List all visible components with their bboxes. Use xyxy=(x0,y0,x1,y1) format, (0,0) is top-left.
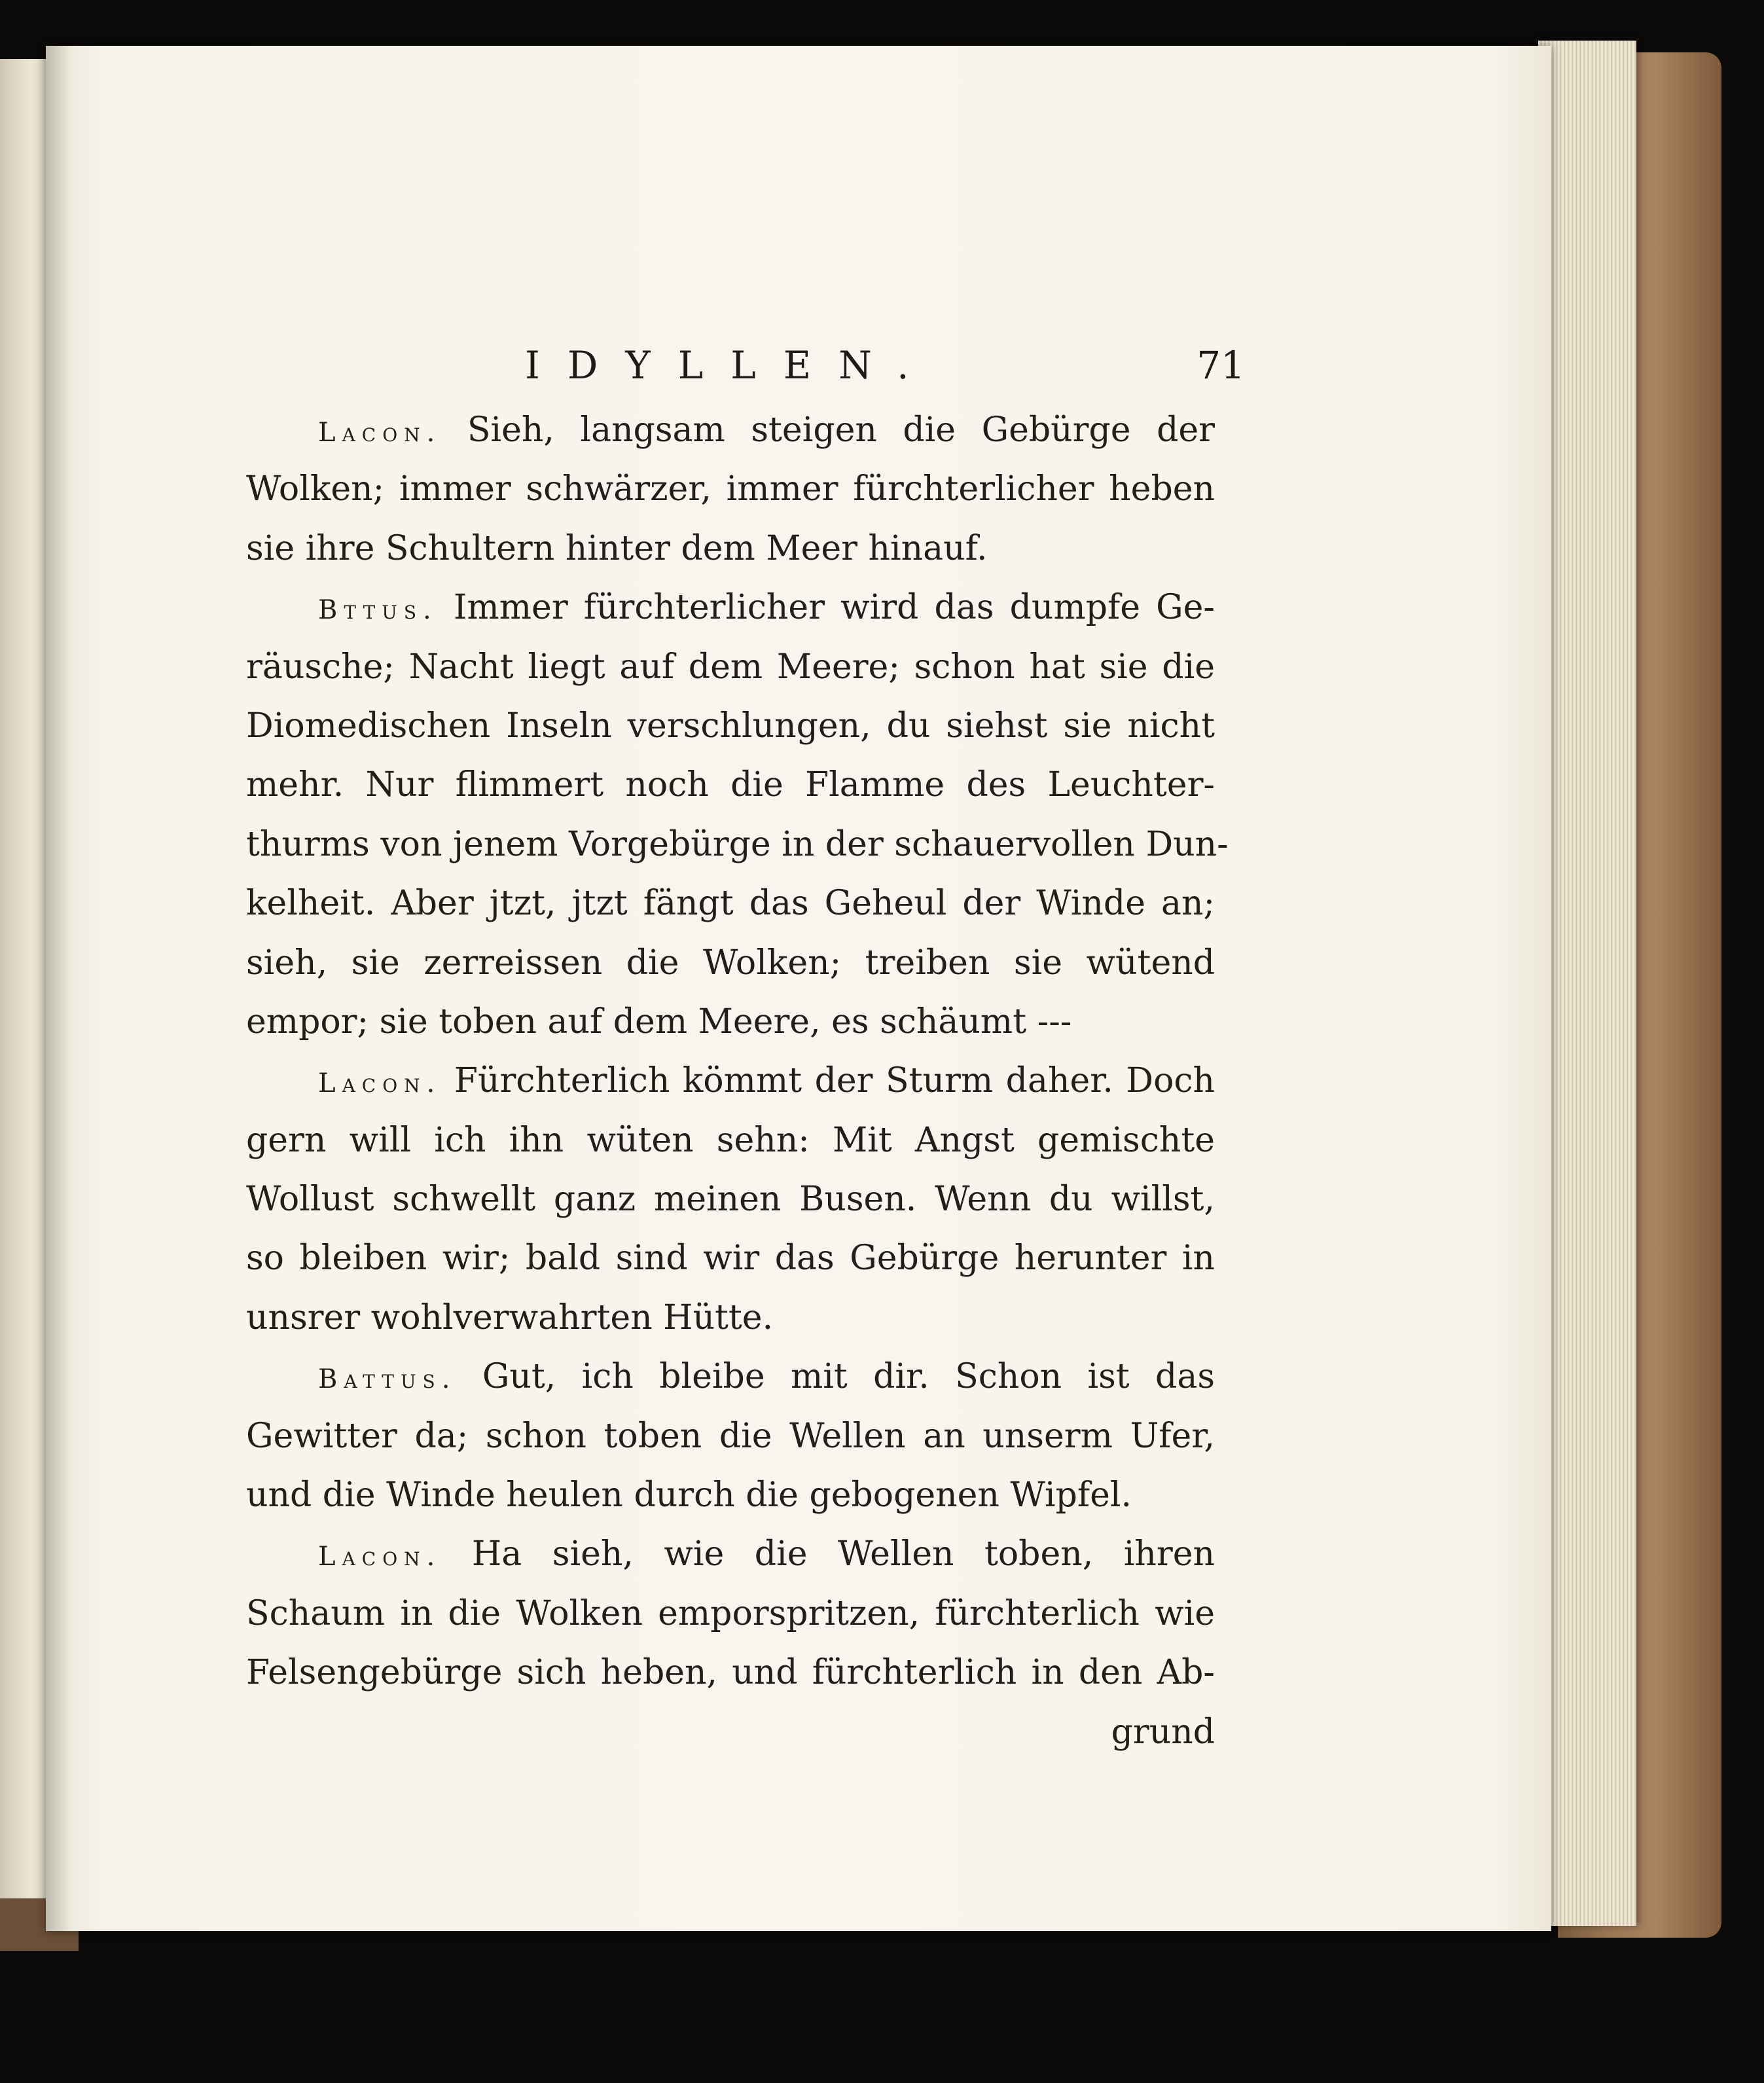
line-text: räusche; Nacht liegt auf dem Meere; schon hat sie die xyxy=(246,647,1215,687)
facing-page-edge xyxy=(0,59,51,1931)
line-text: Immer fürchterlicher wird das dumpfe Ge- xyxy=(453,588,1215,628)
page-gutter-shadow xyxy=(46,46,72,1931)
line-text: gern will ich ihn wüten sehn: Mit Angst gemischte xyxy=(246,1120,1215,1160)
line-text: kelheit. Aber jtzt, jtzt fängt das Geheul der Winde an; xyxy=(246,884,1215,924)
line-text: Ha sieh, wie die Wellen toben, ihren xyxy=(471,1534,1215,1574)
text-line xyxy=(246,1170,1215,1229)
line-text: unsrer wohlverwahrten Hütte. xyxy=(246,1297,774,1337)
line-text: Felsengebürge sich heben, und fürchterlich in den Ab- xyxy=(246,1653,1215,1693)
line-text: und die Winde heulen durch die gebogenen Wipfel. xyxy=(246,1476,1132,1515)
line-text: sie ihre Schultern hinter dem Meer hinauf. xyxy=(246,528,988,568)
line-text: Gut, ich bleibe mit dir. Schon ist das xyxy=(482,1357,1215,1397)
catchword: grund xyxy=(1111,1712,1215,1752)
text-line xyxy=(246,1643,1215,1702)
text-line xyxy=(246,1347,1215,1406)
page-edges xyxy=(1538,41,1636,1926)
text-line xyxy=(246,1051,1215,1110)
line-text: Fürchterlich kömmt der Sturm daher. Doch xyxy=(454,1061,1215,1101)
text-line xyxy=(246,755,1215,814)
line-text: Schaum in die Wolken emporspritzen, fürchterlich wie xyxy=(246,1593,1215,1633)
text-line xyxy=(246,638,1215,697)
text-line xyxy=(246,1288,1215,1347)
line-text: Wolken; immer schwärzer, immer fürchterlicher heben xyxy=(246,469,1215,509)
text-line xyxy=(246,1525,1215,1584)
line-text: Sieh, langsam steigen die Gebürge der xyxy=(467,410,1215,450)
text-line xyxy=(246,519,1215,578)
text-line xyxy=(246,815,1229,874)
text-line xyxy=(246,401,1215,460)
speaker-name: Lacon. xyxy=(318,418,442,448)
text-line xyxy=(246,460,1215,518)
line-text: sieh, sie zerreissen die Wolken; treiben sie wütend xyxy=(246,943,1215,983)
line-text: thurms von jenem Vorgebürge in der schauervollen Dun- xyxy=(246,824,1229,864)
line-text: Diomedischen Inseln verschlungen, du siehst sie nicht xyxy=(246,706,1215,746)
text-line xyxy=(246,1229,1215,1288)
catchword-line xyxy=(246,1703,1215,1762)
text-line xyxy=(246,992,1215,1051)
line-text: Wollust schwellt ganz meinen Busen. Wenn du willst, xyxy=(246,1180,1215,1220)
speaker-name: Bttus. xyxy=(318,595,438,626)
body-text xyxy=(246,401,1229,1762)
line-text: so bleiben wir; bald sind wir das Gebürge herunter in xyxy=(246,1239,1215,1278)
speaker-name: Battus. xyxy=(318,1364,457,1395)
line-text: Gewitter da; schon toben die Wellen an unserm Ufer, xyxy=(246,1416,1215,1456)
text-line xyxy=(246,578,1215,637)
page-headline xyxy=(525,339,1245,391)
page-number: 71 xyxy=(1197,343,1245,388)
text-line xyxy=(246,1584,1215,1643)
speaker-name: Lacon. xyxy=(318,1068,442,1099)
text-line xyxy=(246,874,1215,933)
text-line xyxy=(246,697,1215,755)
line-text: mehr. Nur flimmert noch die Flamme des Leuchter- xyxy=(246,765,1215,805)
speaker-name: Lacon. xyxy=(318,1542,442,1572)
text-line xyxy=(246,1466,1215,1525)
text-line xyxy=(246,933,1215,992)
text-line xyxy=(246,1111,1215,1170)
text-line xyxy=(246,1407,1215,1466)
line-text: empor; sie toben auf dem Meere, es schäumt --- xyxy=(246,1002,1072,1042)
running-title: IDYLLEN. xyxy=(525,343,937,388)
